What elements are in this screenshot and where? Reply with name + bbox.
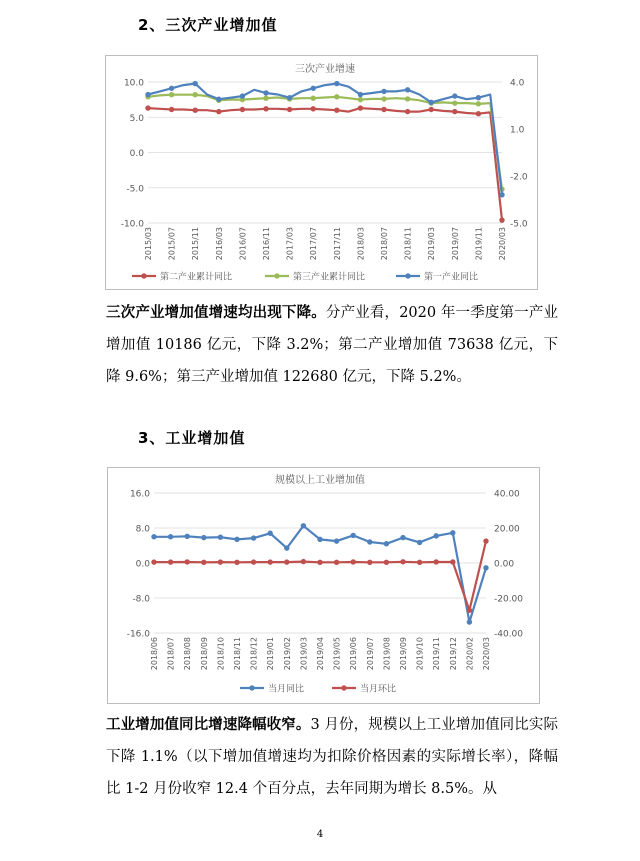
data-point — [467, 619, 472, 624]
data-point — [405, 96, 410, 101]
x-tick-label: 2018/07 — [166, 637, 176, 671]
data-point — [287, 95, 292, 100]
data-point — [311, 106, 316, 111]
data-point — [351, 533, 356, 538]
x-tick-label: 2019/12 — [448, 637, 458, 671]
y-left-tick-label: 8.0 — [135, 524, 150, 535]
x-tick-label: 2018/09 — [199, 637, 209, 671]
paragraph-industries-body: 分产业看，2020 年一季度第一产业增加值 10186 亿元，下降 3.2%；第二产业增加值 73638 亿元，下降 9.6%；第三产业增加值 122680 亿元，下降 5.2%。 — [106, 305, 558, 385]
data-point — [151, 559, 156, 564]
x-tick-label: 2018/11 — [233, 637, 242, 671]
y-right-tick-label: 1.0 — [510, 125, 525, 136]
data-point — [185, 559, 190, 564]
paragraph-industrial — [106, 709, 558, 805]
y-right-tick-label: 20.00 — [494, 524, 520, 535]
data-point — [381, 96, 386, 101]
data-point — [434, 559, 439, 564]
x-tick-label: 2016/11 — [262, 227, 271, 261]
data-point — [311, 96, 316, 101]
data-point — [268, 531, 273, 536]
chart-three-industries-svg — [106, 56, 537, 289]
data-point — [263, 106, 268, 111]
x-tick-label: 2017/07 — [309, 227, 319, 261]
data-point — [311, 86, 316, 91]
y-right-tick-label: -5.0 — [510, 219, 528, 230]
data-point — [476, 101, 481, 106]
data-point — [384, 560, 389, 565]
data-point — [467, 608, 472, 613]
x-tick-label: 2019/03 — [299, 637, 309, 671]
y-left-tick-label: -10.0 — [120, 219, 144, 230]
data-point — [334, 560, 339, 565]
x-tick-label: 2019/04 — [316, 637, 325, 671]
x-tick-label: 2019/11 — [432, 637, 442, 671]
x-tick-label: 2019/07 — [450, 227, 460, 261]
legend-swatch-marker — [341, 685, 346, 690]
data-point — [429, 107, 434, 112]
legend-label: 当月同比 — [268, 684, 305, 695]
x-tick-label: 2019/06 — [349, 637, 359, 671]
data-point — [263, 90, 268, 95]
x-tick-label: 2020/03 — [498, 227, 507, 261]
data-point — [452, 93, 457, 98]
data-point — [334, 538, 339, 543]
x-tick-label: 2017/11 — [332, 226, 342, 261]
data-point — [185, 534, 190, 539]
x-tick-label: 2019/02 — [282, 637, 292, 671]
x-tick-label: 2015/07 — [167, 227, 177, 261]
data-point — [240, 107, 245, 112]
x-tick-label: 2019/11 — [474, 227, 484, 261]
data-point — [367, 539, 372, 544]
y-left-tick-label: 0.0 — [135, 559, 150, 570]
data-point — [417, 560, 422, 565]
data-point — [367, 560, 372, 565]
data-point — [429, 100, 434, 105]
x-tick-label: 2015/11 — [191, 227, 201, 261]
page-number: 4 — [316, 829, 324, 840]
data-point — [417, 540, 422, 545]
x-tick-label: 2019/07 — [365, 637, 375, 671]
data-point — [450, 530, 455, 535]
data-point — [334, 108, 339, 113]
chart-industrial-value-added — [107, 467, 540, 704]
chart-title: 规模以上工业增加值 — [275, 475, 365, 486]
data-point — [452, 100, 457, 105]
y-left-tick-label: -16.0 — [126, 629, 150, 640]
data-point — [483, 538, 488, 543]
x-tick-label: 2018/12 — [249, 637, 259, 671]
chart-industrial-value-added-svg — [108, 468, 539, 703]
paragraph-industrial-lead: 工业增加值同比增速降幅收窄。 — [106, 717, 311, 733]
x-tick-label: 2019/08 — [382, 637, 392, 671]
x-tick-label: 2019/09 — [399, 637, 408, 671]
paragraph-industries — [106, 297, 558, 393]
x-tick-label: 2019/10 — [415, 637, 425, 671]
x-tick-label: 2015/03 — [144, 227, 153, 261]
data-point — [301, 523, 306, 528]
x-tick-label: 2018/06 — [150, 637, 159, 671]
legend-label: 第一产业同比 — [424, 272, 479, 283]
x-tick-label: 2019/05 — [332, 637, 342, 671]
x-tick-label: 2020/03 — [482, 637, 491, 671]
legend-swatch-marker — [141, 273, 146, 278]
data-point — [334, 94, 339, 99]
y-left-tick-label: -5.0 — [126, 184, 144, 195]
data-point — [268, 559, 273, 564]
data-point — [251, 559, 256, 564]
data-point — [434, 533, 439, 538]
data-point — [251, 535, 256, 540]
data-point — [169, 92, 174, 97]
data-point — [317, 537, 322, 542]
data-point — [234, 560, 239, 565]
legend-swatch-marker — [274, 273, 279, 278]
section-heading-industries: 2、三次产业增加值 — [138, 16, 278, 34]
y-right-tick-label: 4.0 — [510, 78, 525, 89]
data-point — [452, 109, 457, 114]
series-line-0 — [148, 108, 502, 220]
data-point — [240, 93, 245, 98]
data-point — [317, 560, 322, 565]
data-point — [218, 534, 223, 539]
paragraph-industries-lead: 三次产业增加值增速均出现下降。 — [106, 305, 326, 321]
data-point — [476, 95, 481, 100]
data-point — [405, 87, 410, 92]
data-point — [358, 92, 363, 97]
data-point — [234, 537, 239, 542]
data-point — [216, 97, 221, 102]
data-point — [263, 96, 268, 101]
legend-label: 第二产业累计同比 — [160, 272, 233, 283]
data-point — [301, 559, 306, 564]
data-point — [145, 92, 150, 97]
x-tick-label: 2018/08 — [183, 637, 193, 671]
data-point — [499, 217, 504, 222]
y-left-tick-label: -8.0 — [132, 594, 150, 605]
data-point — [193, 108, 198, 113]
data-point — [145, 105, 150, 110]
y-right-tick-label: -2.0 — [510, 172, 528, 183]
data-point — [381, 107, 386, 112]
data-point — [381, 89, 386, 94]
series-line-1 — [154, 541, 486, 610]
data-point — [400, 535, 405, 540]
x-tick-label: 2017/03 — [285, 227, 295, 261]
section-heading-industrial: 3、工业增加值 — [138, 429, 246, 447]
data-point — [351, 559, 356, 564]
x-tick-label: 2018/03 — [356, 227, 366, 261]
series-line-2 — [148, 84, 502, 195]
x-tick-label: 2019/01 — [266, 637, 276, 671]
legend-label: 第三产业累计同比 — [293, 272, 366, 283]
data-point — [193, 81, 198, 86]
data-point — [358, 97, 363, 102]
legend-swatch-marker — [249, 685, 254, 690]
y-left-tick-label: 0.0 — [129, 149, 144, 159]
y-right-tick-label: 40.00 — [494, 489, 520, 500]
y-right-tick-label: -20.00 — [494, 594, 524, 605]
data-point — [168, 534, 173, 539]
data-point — [169, 86, 174, 91]
data-point — [405, 109, 410, 114]
chart-three-industries — [105, 55, 538, 290]
data-point — [218, 559, 223, 564]
data-point — [168, 559, 173, 564]
data-point — [201, 560, 206, 565]
data-point — [284, 559, 289, 564]
y-left-tick-label: 16.0 — [129, 489, 150, 500]
data-point — [358, 105, 363, 110]
x-tick-label: 2018/10 — [216, 637, 226, 671]
y-left-tick-label: 10.0 — [123, 78, 144, 89]
x-tick-label: 2020/02 — [465, 637, 475, 671]
legend-swatch-marker — [405, 273, 410, 278]
data-point — [169, 107, 174, 112]
x-tick-label: 2016/03 — [214, 227, 224, 261]
x-tick-label: 2016/07 — [238, 227, 248, 261]
data-point — [400, 559, 405, 564]
x-tick-label: 2018/07 — [380, 227, 389, 261]
data-point — [499, 192, 504, 197]
data-point — [151, 534, 156, 539]
x-tick-label: 2019/03 — [427, 227, 437, 261]
y-right-tick-label: -40.00 — [494, 629, 524, 640]
data-point — [284, 545, 289, 550]
data-point — [483, 565, 488, 570]
data-point — [450, 559, 455, 564]
legend-label: 当月环比 — [360, 684, 397, 695]
data-point — [476, 111, 481, 116]
y-right-tick-label: 0.00 — [494, 559, 515, 570]
data-point — [287, 107, 292, 112]
chart-title: 三次产业增速 — [295, 64, 355, 75]
data-point — [201, 535, 206, 540]
x-tick-label: 2018/11 — [403, 227, 413, 261]
paragraph-industrial-body: 3 月份，规模以上工业增加值同比实际下降 1.1%（以下增加值增速均为扣除价格因素的实际增长率），降幅比 1-2 月份收窄 12.4 个百分点，去年同期为增长 8.5%。从 — [106, 717, 559, 797]
data-point — [334, 81, 339, 86]
data-point — [193, 92, 198, 97]
data-point — [384, 541, 389, 546]
y-left-tick-label: 5.0 — [129, 113, 144, 124]
data-point — [216, 109, 221, 114]
